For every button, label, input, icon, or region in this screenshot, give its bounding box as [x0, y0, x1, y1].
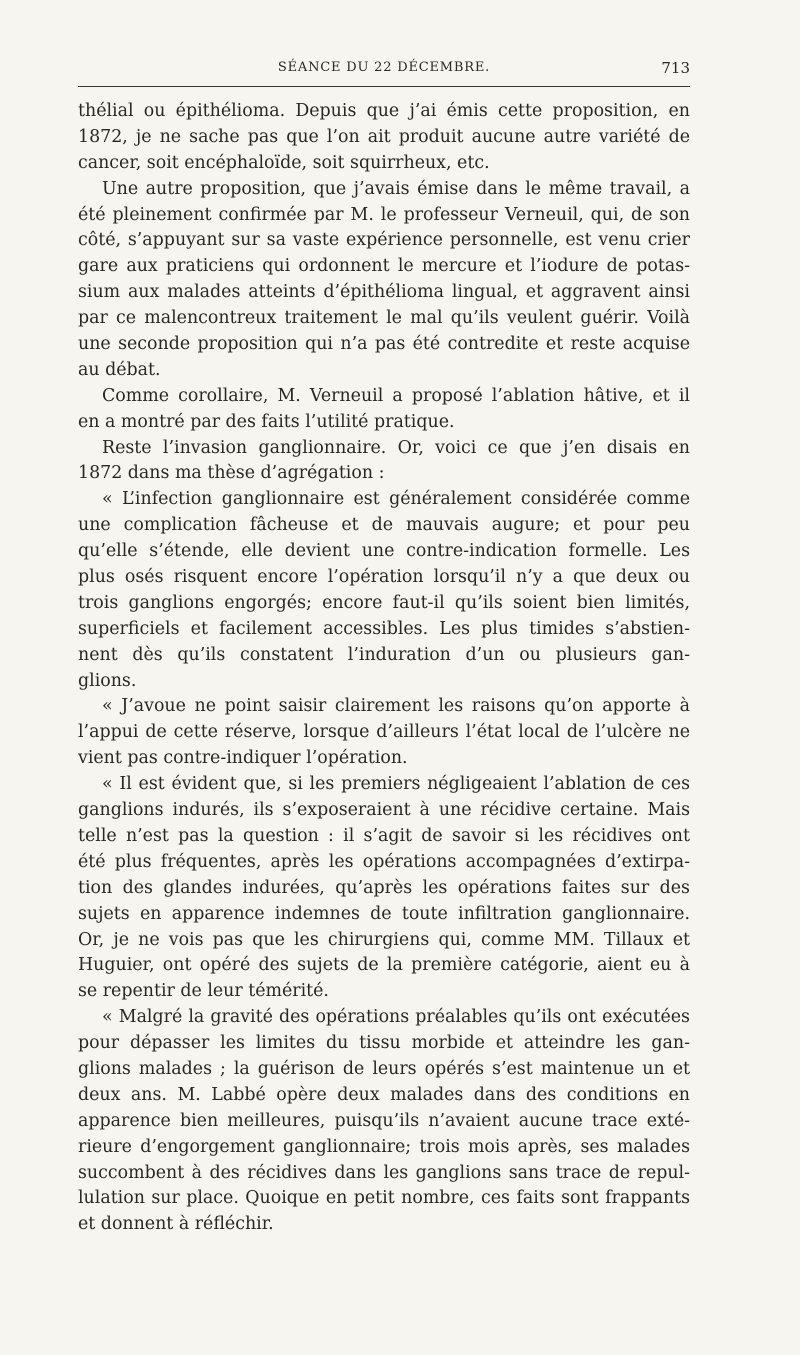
text-line: l’appui de cette réserve, lorsque d’ailleurs l’état local de l’ulcère ne [78, 722, 690, 743]
text-line: Or, je ne vois pas que les chirurgiens qui, comme MM. Tillaux et [78, 929, 690, 950]
text-line: vient pas contre-indiquer l’opération. [78, 748, 408, 769]
text-line: Une autre proposition, que j’avais émise dans le même travail, a [102, 178, 690, 199]
text-line: au débat. [78, 359, 161, 380]
text-line: gare aux praticiens qui ordonnent le mercure et l’iodure de potas- [78, 256, 690, 277]
text-line: thélial ou épithélioma. Depuis que j’ai émis cette proposition, en [78, 101, 690, 121]
text-line: ganglions indurés, ils s’exposeraient à une récidive certaine. Mais [78, 800, 690, 821]
page-header [78, 50, 690, 87]
text-line: pour dépasser les limites du tissu morbide et atteindre les gan- [78, 1033, 690, 1054]
text-line: par ce malencontreux traitement le mal qu’ils veulent guérir. Voilà [78, 308, 690, 329]
text-line: une seconde proposition qui n’a pas été contredite et reste acquise [78, 334, 690, 355]
text-line: plus osés risquent encore l’opération lorsqu’il n’y a que deux ou [78, 567, 690, 588]
text-line: apparence bien meilleures, puisqu’ils n’avaient aucune trace exté- [78, 1110, 690, 1131]
text-line: « J’avoue ne point saisir clairement les raisons qu’on apporte à [102, 696, 690, 717]
text-line: « L’infection ganglionnaire est généralement considérée comme [102, 489, 690, 510]
text-line: lulation sur place. Quoique en petit nombre, ces faits sont frappants [78, 1188, 690, 1209]
text-line: telle n’est pas la question : il s’agit de savoir si les récidives ont [78, 825, 690, 846]
text-line: deux ans. M. Labbé opère deux malades dans des conditions en [78, 1084, 690, 1105]
text-line: Reste l’invasion ganglionnaire. Or, voici ce que j’en disais en [102, 437, 690, 458]
text-line: 1872, je ne sache pas que l’on ait produit aucune autre variété de [78, 126, 690, 147]
text-line: « Malgré la gravité des opérations préalables qu’ils ont exécutées [102, 1007, 690, 1028]
text-line: glions malades ; la guérison de leurs opérés s’est maintenue un et [78, 1058, 690, 1079]
text-line: cancer, soit encéphaloïde, soit squirrheux, etc. [78, 152, 490, 173]
text-line: Comme corollaire, M. Verneuil a proposé l’ablation hâtive, et il [102, 385, 690, 406]
text-line: qu’elle s’étende, elle devient une contre-indication formelle. Les [78, 541, 690, 562]
text-line: nent dès qu’ils constatent l’induration d’un ou plusieurs gan- [78, 644, 690, 665]
text-line: rieure d’engorgement ganglionnaire; trois mois après, ses malades [78, 1136, 690, 1157]
text-line: côté, s’appuyant sur sa vaste expérience personnelle, est venu crier [78, 230, 690, 251]
text-line: superficiels et facilement accessibles. Les plus timides s’abstien- [78, 618, 690, 639]
text-line: trois ganglions engorgés; encore faut-il qu’ils soient bien limités, [78, 592, 690, 613]
text-line: en a montré par des faits l’utilité pratique. [78, 411, 455, 432]
text-line: glions. [78, 670, 137, 691]
running-head: SÉANCE DU 22 DÉCEMBRE. [277, 60, 491, 75]
page [78, 50, 690, 1238]
text-line: sujets en apparence indemnes de toute infiltration ganglionnaire. [78, 903, 690, 924]
text-line: succombent à des récidives dans les ganglions sans trace de repul- [78, 1162, 690, 1183]
text-line: tion des glandes indurées, qu’après les opérations faites sur des [78, 877, 690, 898]
text-line: et donnent à réfléchir. [78, 1214, 274, 1235]
text-line: sium aux malades atteints d’épithélioma lingual, et aggravent ainsi [78, 282, 690, 303]
text-line: se repentir de leur témérité. [78, 981, 329, 1002]
text-line: une complication fâcheuse et de mauvais augure; et pour peu [78, 515, 690, 536]
text-line: « Il est évident que, si les premiers négligeaient l’ablation de ces [102, 774, 690, 795]
page-number: 713 [661, 59, 690, 77]
text-line: été plus fréquentes, après les opérations accompagnées d’extirpa- [78, 851, 690, 872]
text-line: Huguier, ont opéré des sujets de la première catégorie, aient eu à [78, 955, 690, 976]
text-line: été pleinement confirmée par M. le professeur Verneuil, qui, de son [78, 204, 690, 225]
body-text [78, 99, 690, 1238]
text-line: 1872 dans ma thèse d’agrégation : [78, 463, 385, 484]
